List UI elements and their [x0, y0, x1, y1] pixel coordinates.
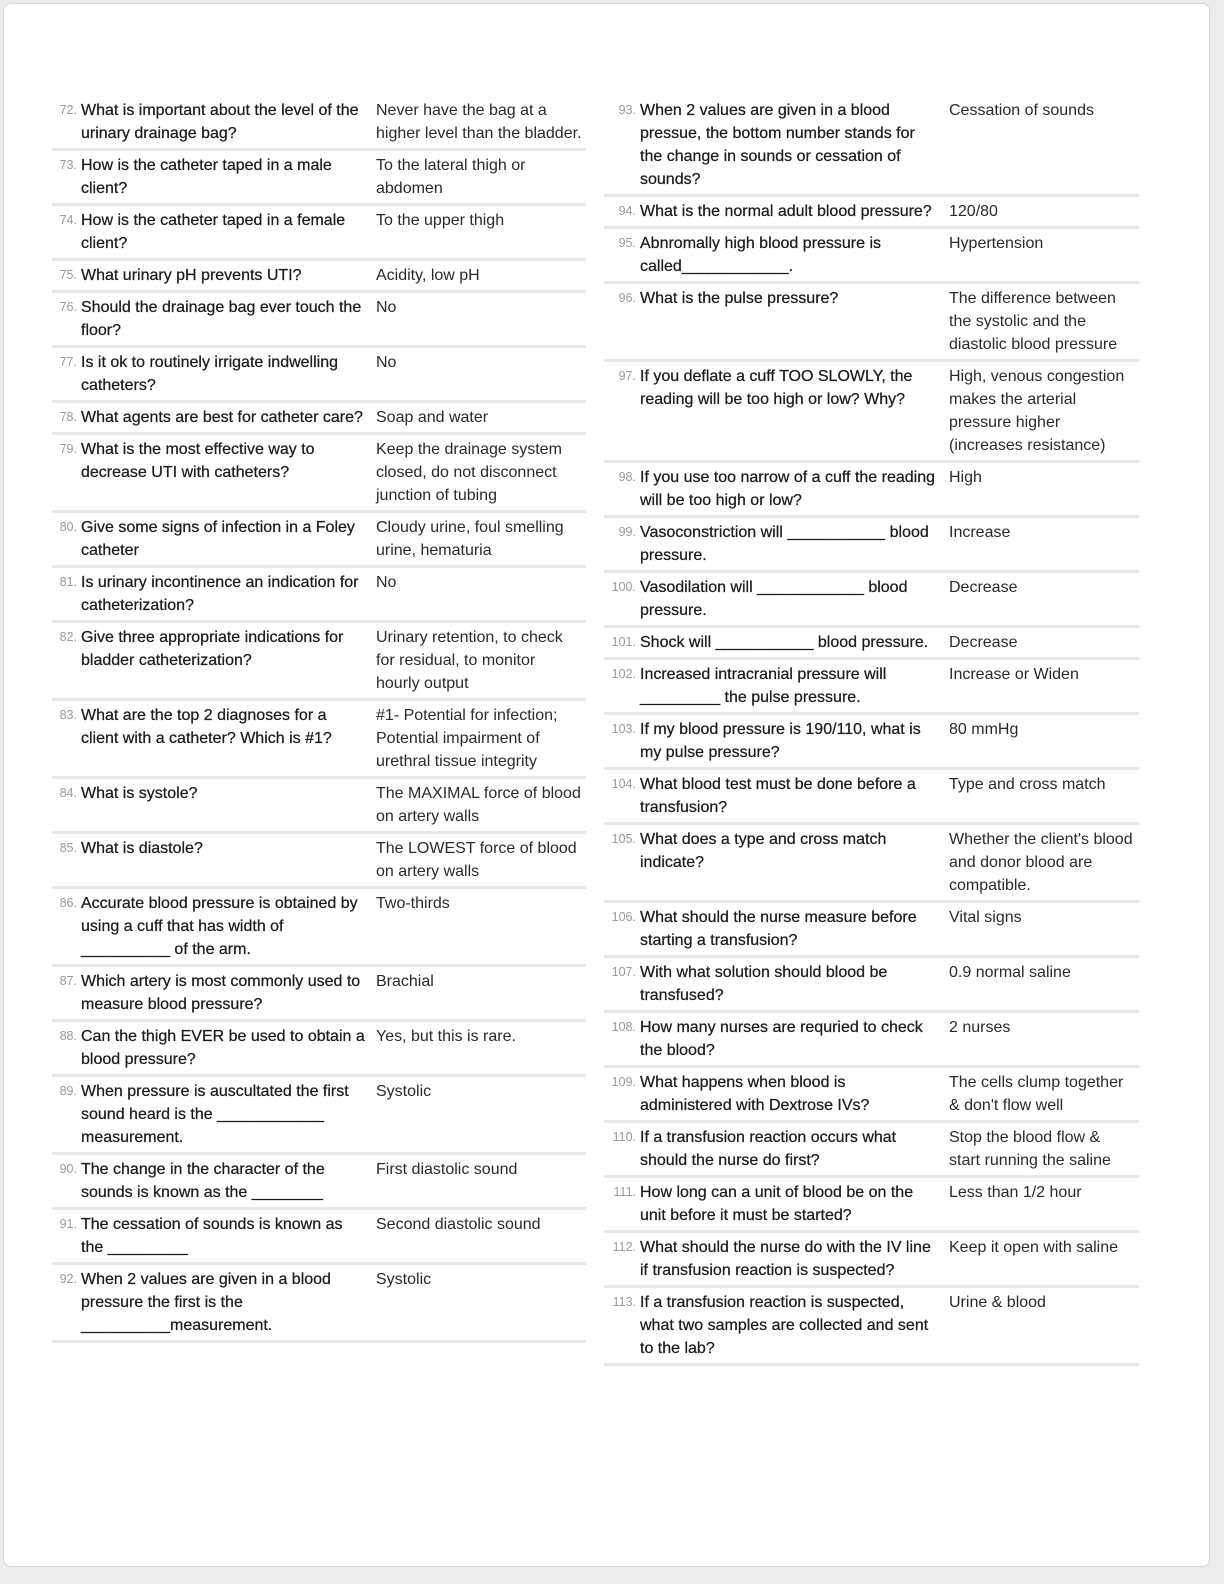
card-answer: Less than 1/2 hour: [949, 1184, 1082, 1201]
card-answer: Cloudy urine, foul smelling urine, hematuria: [376, 519, 564, 559]
card-number: 97.: [618, 369, 636, 383]
flashcard-row: [52, 1155, 586, 1210]
card-answer: High: [949, 469, 982, 486]
card-question: What is the normal adult blood pressure?: [640, 203, 932, 220]
flashcard-row: [52, 701, 586, 779]
flashcard-row: [604, 362, 1139, 463]
flashcard-row: [604, 463, 1139, 518]
flashcard-row: [604, 660, 1139, 715]
card-number: 79.: [59, 442, 77, 456]
card-answer: Keep it open with saline: [949, 1239, 1118, 1256]
card-number: 86.: [59, 896, 77, 910]
card-question: What is the most effective way to decrease UTI with catheters?: [81, 441, 315, 481]
card-question: Is it ok to routinely irrigate indwelling catheters?: [81, 354, 339, 394]
card-number: 92.: [59, 1272, 77, 1286]
card-answer: The LOWEST force of blood on artery walls: [376, 840, 577, 880]
card-question: What is systole?: [81, 785, 198, 802]
card-question: If a transfusion reaction occurs what should the nurse do first?: [640, 1129, 897, 1169]
card-number: 83.: [59, 708, 77, 722]
card-answer: The cells clump together & don't flow well: [949, 1074, 1124, 1114]
card-number: 81.: [59, 575, 77, 589]
flashcard-row: [52, 889, 586, 967]
card-number: 73.: [59, 158, 77, 172]
card-answer: Acidity, low pH: [376, 267, 480, 284]
card-question: What blood test must be done before a transfusion?: [640, 776, 916, 816]
card-question: How is the catheter taped in a male client?: [81, 157, 332, 197]
card-number: 82.: [59, 630, 77, 644]
card-number: 85.: [59, 841, 77, 855]
card-number: 75.: [59, 268, 77, 282]
card-number: 107.: [611, 965, 636, 979]
card-question: What are the top 2 diagnoses for a client with a catheter? Which is #1?: [81, 707, 332, 747]
card-question: The cessation of sounds is known as the _________: [81, 1216, 343, 1256]
card-number: 72.: [59, 103, 77, 117]
card-answer: Whether the client's blood and donor blood are compatible.: [949, 831, 1133, 894]
card-answer: Decrease: [949, 634, 1018, 651]
card-question: Shock will ___________ blood pressure.: [640, 634, 929, 651]
card-answer: Hypertension: [949, 235, 1044, 252]
card-question: Which artery is most commonly used to measure blood pressure?: [81, 973, 361, 1013]
flashcard-row: [52, 1265, 586, 1343]
card-answer: Increase or Widen: [949, 666, 1079, 683]
card-question: What is the pulse pressure?: [640, 290, 839, 307]
card-question: What agents are best for catheter care?: [81, 409, 363, 426]
card-answer: Urine & blood: [949, 1294, 1046, 1311]
card-question: When pressure is auscultated the first sound heard is the ____________ measurement.: [81, 1083, 349, 1146]
card-number: 87.: [59, 974, 77, 988]
card-number: 99.: [618, 525, 636, 539]
card-answer: Soap and water: [376, 409, 489, 426]
card-answer: No: [376, 354, 397, 371]
card-answer: Decrease: [949, 579, 1018, 596]
card-answer: 0.9 normal saline: [949, 964, 1071, 981]
card-number: 77.: [59, 355, 77, 369]
card-answer: Vital signs: [949, 909, 1022, 926]
card-question: Accurate blood pressure is obtained by using a cuff that has width of __________ of the arm.: [81, 895, 358, 958]
card-number: 80.: [59, 520, 77, 534]
flashcard-row: [52, 435, 586, 513]
card-number: 76.: [59, 300, 77, 314]
card-question: If you deflate a cuff TOO SLOWLY, the reading will be too high or low? Why?: [640, 368, 913, 408]
card-question: What should the nurse do with the IV line if transfusion reaction is suspected?: [640, 1239, 931, 1279]
card-question: If my blood pressure is 190/110, what is my pulse pressure?: [640, 721, 921, 761]
card-question: What should the nurse measure before starting a transfusion?: [640, 909, 917, 949]
card-answer: To the lateral thigh or abdomen: [376, 157, 526, 197]
card-answer: No: [376, 299, 397, 316]
card-number: 112.: [612, 1240, 636, 1254]
flashcard-row: [604, 229, 1139, 284]
flashcard-row: [52, 1210, 586, 1265]
card-question: How long can a unit of blood be on the unit before it must be started?: [640, 1184, 914, 1224]
card-question: How is the catheter taped in a female client?: [81, 212, 346, 252]
card-question: Vasodilation will ____________ blood pressure.: [640, 579, 908, 619]
card-answer: Second diastolic sound: [376, 1216, 541, 1233]
card-number: 98.: [618, 470, 636, 484]
flashcard-row: [604, 825, 1139, 903]
flashcard-row: [604, 197, 1139, 229]
card-answer: Systolic: [376, 1083, 432, 1100]
card-answer: Type and cross match: [949, 776, 1106, 793]
card-question: When 2 values are given in a blood pressue, the bottom number stands for the change in sounds or cessation of sounds?: [640, 102, 915, 188]
flashcard-row: [604, 518, 1139, 573]
card-question: What happens when blood is administered with Dextrose IVs?: [640, 1074, 870, 1114]
card-answer: #1- Potential for infection; Potential impairment of urethral tissue integrity: [376, 707, 558, 770]
card-question: If you use too narrow of a cuff the reading will be too high or low?: [640, 469, 935, 509]
flashcard-row: [604, 1233, 1139, 1288]
flashcard-row: [604, 958, 1139, 1013]
card-number: 88.: [59, 1029, 77, 1043]
card-answer: No: [376, 574, 397, 591]
card-number: 103.: [611, 722, 636, 736]
card-answer: 2 nurses: [949, 1019, 1011, 1036]
flashcard-row: [604, 1288, 1139, 1366]
card-answer: Stop the blood flow & start running the saline: [949, 1129, 1111, 1169]
card-answer: Keep the drainage system closed, do not disconnect junction of tubing: [376, 441, 562, 504]
card-question: What urinary pH prevents UTI?: [81, 267, 302, 284]
flashcard-row: [52, 568, 586, 623]
card-question: What does a type and cross match indicate?: [640, 831, 887, 871]
card-question: Give some signs of infection in a Foley catheter: [81, 519, 355, 559]
flashcard-row: [604, 1013, 1139, 1068]
card-question: How many nurses are requried to check the blood?: [640, 1019, 923, 1059]
card-number: 102.: [611, 667, 636, 681]
card-number: 74.: [59, 213, 77, 227]
card-question: Vasoconstriction will ___________ blood pressure.: [640, 524, 929, 564]
flashcard-row: [52, 623, 586, 701]
flashcard-row: [604, 1123, 1139, 1178]
flashcard-row: [52, 293, 586, 348]
card-answer: Systolic: [376, 1271, 432, 1288]
card-number: 109.: [611, 1075, 636, 1089]
card-question: The change in the character of the sounds is known as the ________: [81, 1161, 325, 1201]
card-number: 111.: [613, 1185, 636, 1199]
flashcard-row: [604, 1068, 1139, 1123]
card-question: Increased intracranial pressure will _________ the pulse pressure.: [640, 666, 887, 706]
card-number: 95.: [618, 236, 636, 250]
card-question: Should the drainage bag ever touch the floor?: [81, 299, 362, 339]
card-number: 101.: [611, 635, 636, 649]
card-number: 108.: [611, 1020, 636, 1034]
card-number: 78.: [59, 410, 77, 424]
card-question: When 2 values are given in a blood pressure the first is the __________measurement.: [81, 1271, 331, 1334]
card-answer: First diastolic sound: [376, 1161, 518, 1178]
card-number: 104.: [611, 777, 636, 791]
flashcard-row: [52, 834, 586, 889]
card-answer: Two-thirds: [376, 895, 450, 912]
card-number: 100.: [611, 580, 636, 594]
card-answer: Urinary retention, to check for residual, to monitor hourly output: [376, 629, 563, 692]
card-answer: Cessation of sounds: [949, 102, 1094, 119]
card-answer: Never have the bag at a higher level than the bladder.: [376, 102, 582, 142]
card-question: Give three appropriate indications for bladder catheterization?: [81, 629, 344, 669]
card-answer: The MAXIMAL force of blood on artery walls: [376, 785, 581, 825]
card-question: Abnromally high blood pressure is called____________.: [640, 235, 882, 275]
card-number: 96.: [618, 291, 636, 305]
card-answer: Increase: [949, 524, 1011, 541]
flashcard-row: [52, 513, 586, 568]
flashcard-row: [52, 1022, 586, 1077]
card-number: 90.: [59, 1162, 77, 1176]
flashcard-row: [52, 779, 586, 834]
card-question: With what solution should blood be transfused?: [640, 964, 888, 1004]
card-answer: Yes, but this is rare.: [376, 1028, 516, 1045]
card-number: 91.: [59, 1217, 77, 1231]
flashcard-row: [52, 403, 586, 435]
flashcard-row: [604, 284, 1139, 362]
flashcard-row: [52, 151, 586, 206]
flashcard-row: [52, 348, 586, 403]
card-number: 106.: [611, 910, 636, 924]
flashcard-row: [604, 715, 1139, 770]
card-number: 94.: [618, 204, 636, 218]
document-page: [3, 3, 1210, 1567]
flashcard-row: [604, 628, 1139, 660]
flashcard-row: [52, 96, 586, 151]
card-number: 84.: [59, 786, 77, 800]
card-question: If a transfusion reaction is suspected, what two samples are collected and sent to the lab?: [640, 1294, 929, 1357]
card-number: 105.: [611, 832, 636, 846]
left-column: [52, 96, 586, 1343]
card-number: 89.: [59, 1084, 77, 1098]
card-question: What is important about the level of the urinary drainage bag?: [81, 102, 359, 142]
card-question: Can the thigh EVER be used to obtain a blood pressure?: [81, 1028, 365, 1068]
flashcard-row: [604, 96, 1139, 197]
card-answer: To the upper thigh: [376, 212, 505, 229]
flashcard-row: [52, 967, 586, 1022]
flashcard-row: [52, 1077, 586, 1155]
flashcard-row: [604, 1178, 1139, 1233]
card-question: What is diastole?: [81, 840, 203, 857]
card-question: Is urinary incontinence an indication for catheterization?: [81, 574, 359, 614]
flashcard-row: [52, 261, 586, 293]
card-number: 113.: [612, 1295, 636, 1309]
card-answer: 120/80: [949, 203, 998, 220]
flashcard-row: [604, 573, 1139, 628]
card-answer: 80 mmHg: [949, 721, 1019, 738]
card-answer: Brachial: [376, 973, 434, 990]
flashcard-row: [52, 206, 586, 261]
right-column: [604, 96, 1139, 1366]
card-answer: High, venous congestion makes the arterial pressure higher (increases resistance): [949, 368, 1125, 454]
card-number: 93.: [618, 103, 636, 117]
flashcard-row: [604, 903, 1139, 958]
card-number: 110.: [612, 1130, 636, 1144]
card-answer: The difference between the systolic and the diastolic blood pressure: [949, 290, 1118, 353]
flashcard-row: [604, 770, 1139, 825]
